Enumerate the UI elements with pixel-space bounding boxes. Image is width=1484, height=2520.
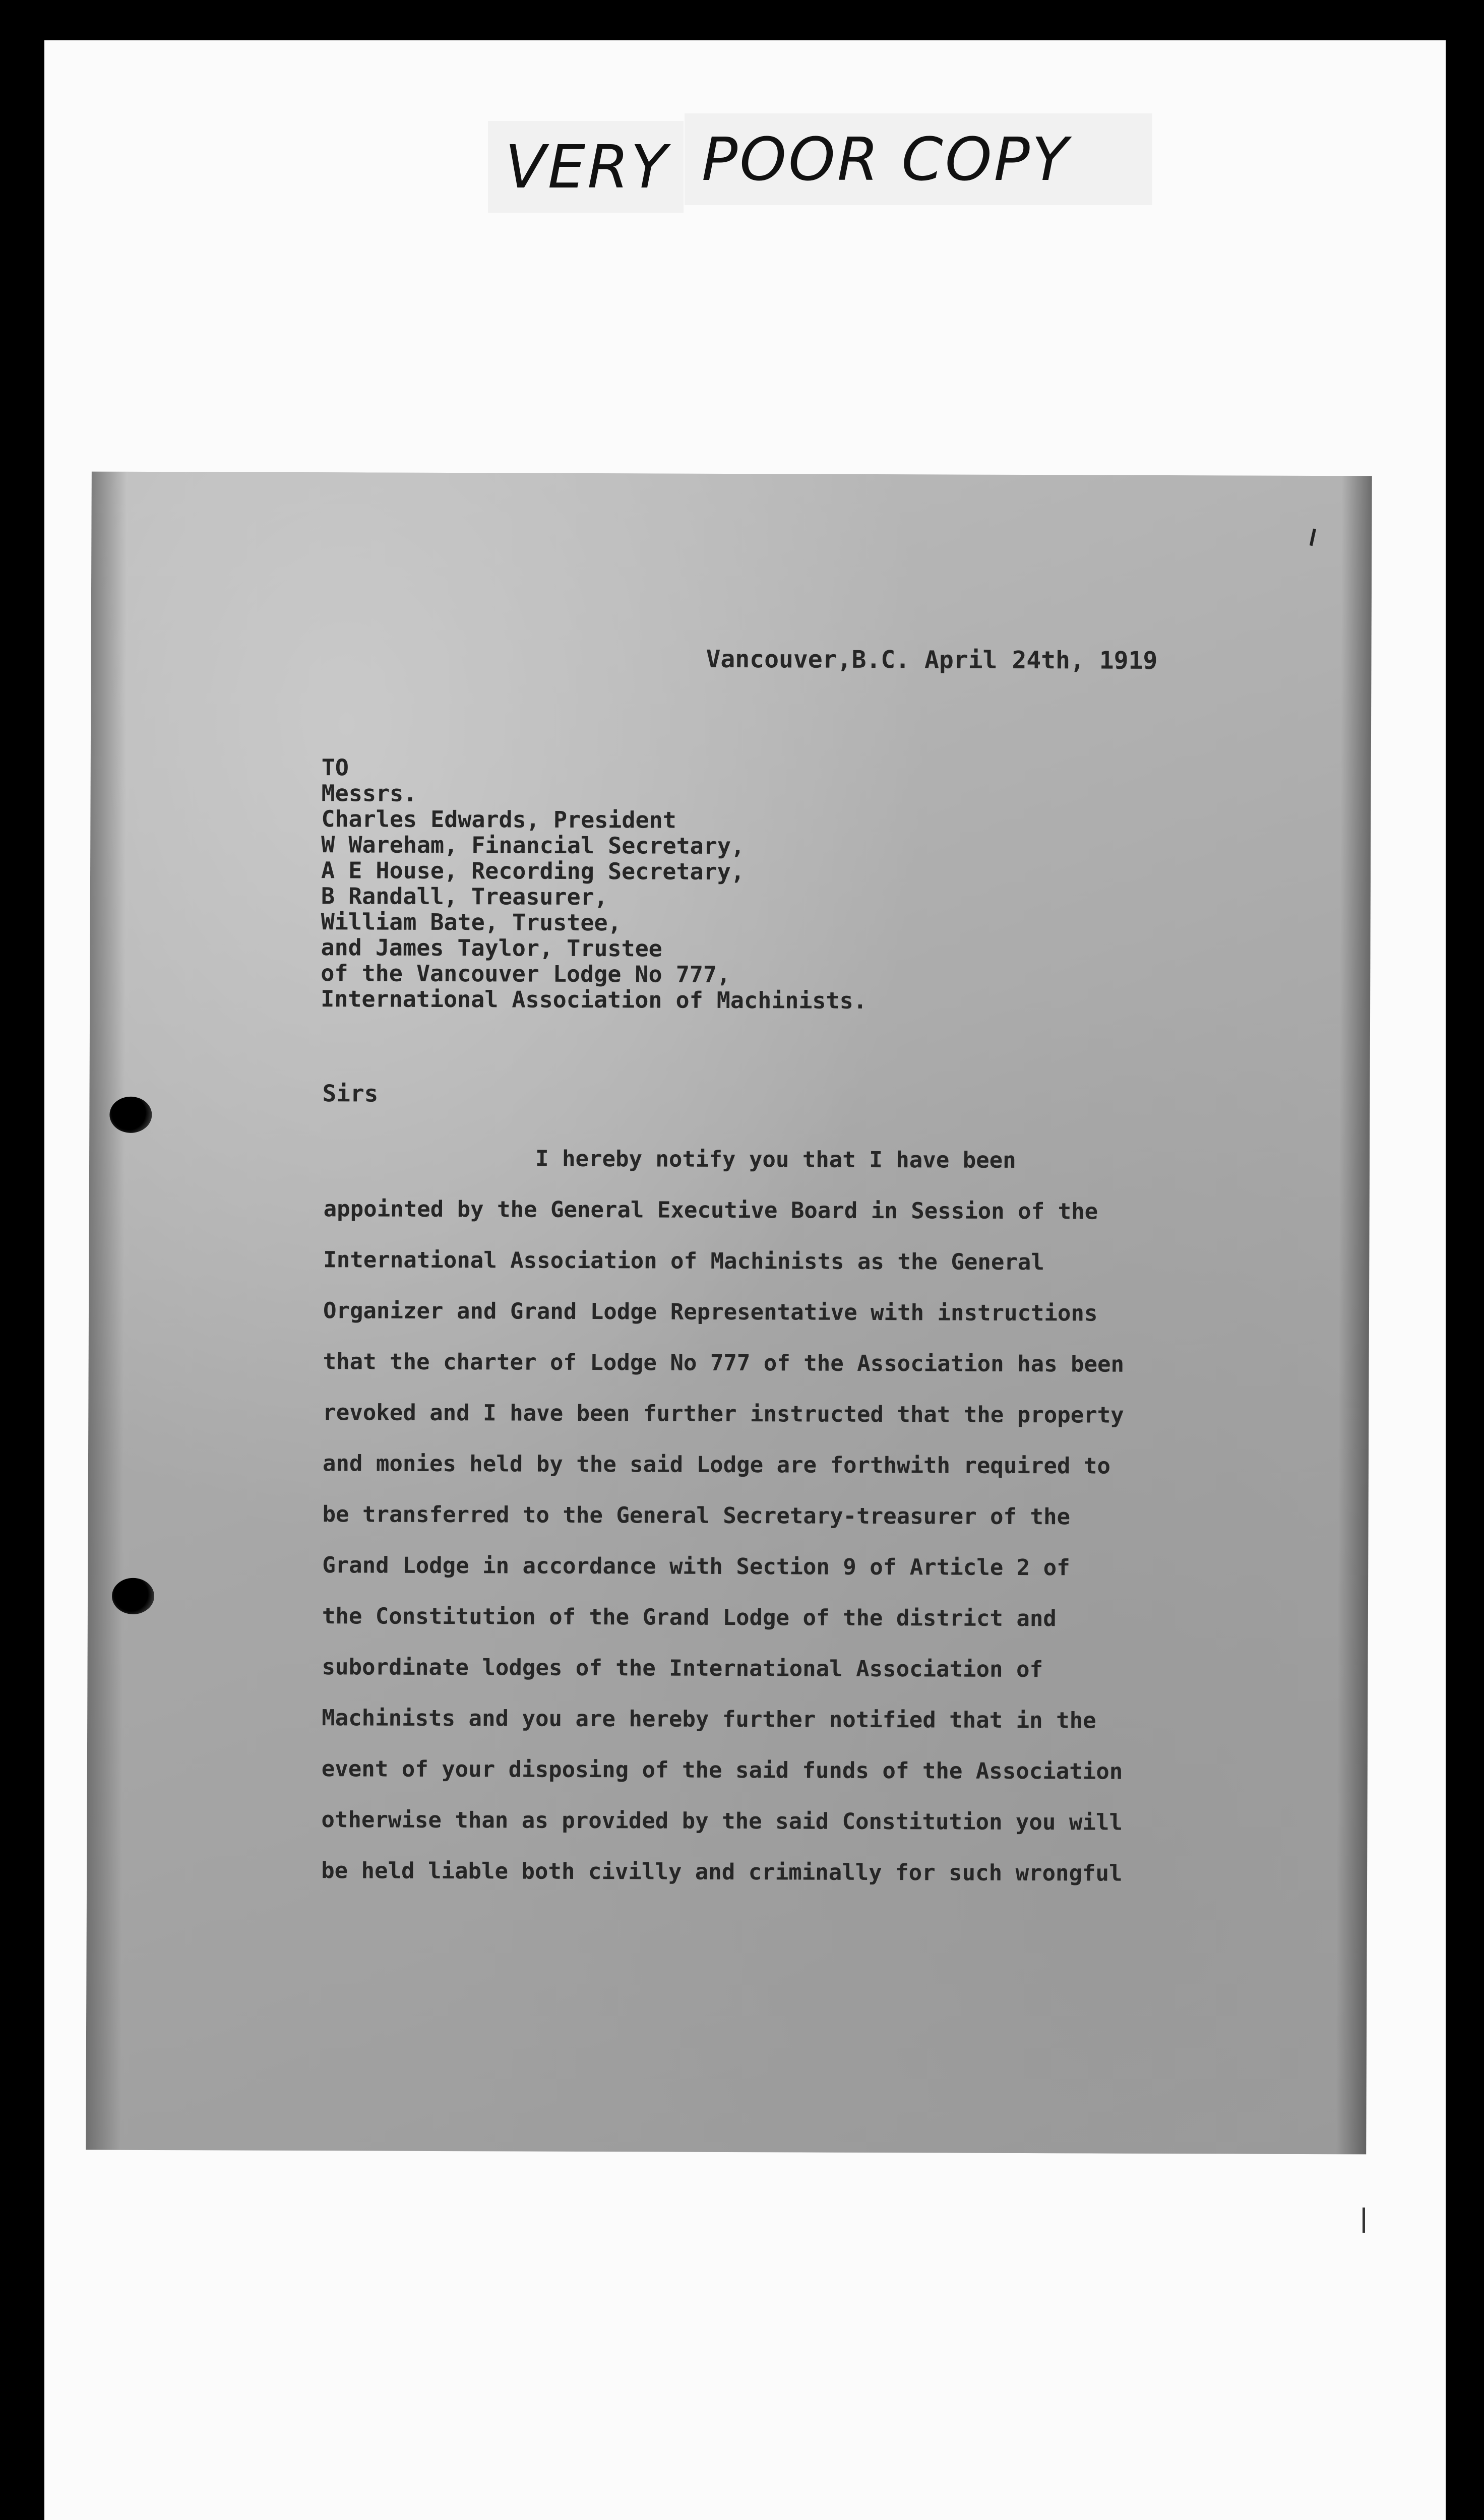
letter-photograph — [86, 472, 1372, 2155]
body-line: I hereby notify you that I have been — [535, 1146, 1016, 1173]
stray-mark — [1363, 2208, 1365, 2233]
address-line: Charles Edwards, President — [321, 805, 676, 834]
body-line: event of your disposing of the said funds of the Association — [321, 1756, 1123, 1785]
body-line: otherwise than as provided by the said Constitution you will — [321, 1807, 1123, 1836]
body-line: be held liable both civilly and criminally for such wrongful — [321, 1858, 1123, 1886]
address-line: of the Vancouver Lodge No 777, — [321, 960, 731, 988]
address-line: and James Taylor, Trustee — [321, 934, 662, 962]
letter-address-block — [321, 754, 868, 1014]
handwritten-note-very: VERY — [488, 121, 684, 213]
body-line: Machinists and you are hereby further notified that in the — [322, 1705, 1096, 1734]
body-line: Organizer and Grand Lodge Representative with instructions — [323, 1298, 1098, 1327]
typed-letter — [86, 472, 1372, 2155]
punch-hole — [109, 1097, 152, 1133]
address-line: A E House, Recording Secretary, — [321, 857, 745, 886]
punch-hole — [112, 1578, 154, 1614]
body-line: be transferred to the General Secretary-treasurer of the — [322, 1501, 1071, 1530]
body-line: the Constitution of the Grand Lodge of the district and — [322, 1603, 1057, 1632]
handwritten-note-poor-copy: POOR COPY — [685, 113, 1152, 205]
address-line: TO — [321, 754, 349, 781]
body-line: International Association of Machinists as the General — [323, 1247, 1044, 1276]
body-line: and monies held by the said Lodge are forthwith required to — [322, 1451, 1110, 1479]
body-line: appointed by the General Executive Board in Session of the — [323, 1196, 1098, 1225]
body-line: subordinate lodges of the International Association of — [322, 1654, 1043, 1683]
address-line: Messrs. — [321, 780, 417, 807]
address-line: W Wareham, Financial Secretary, — [321, 831, 745, 860]
letter-dateline: Vancouver,B.C. April 24th, 1919 — [706, 645, 1158, 675]
letter-body — [321, 1132, 1291, 1900]
microfilm-frame — [44, 40, 1446, 2520]
body-line: revoked and I have been further instructed that the property — [323, 1400, 1124, 1428]
address-line: International Association of Machinists. — [321, 985, 867, 1014]
address-line: B Randall, Treasurer, — [321, 883, 608, 911]
letter-salutation: Sirs — [322, 1080, 379, 1107]
body-line: that the charter of Lodge No 777 of the Association has been — [323, 1349, 1125, 1377]
address-line: William Bate, Trustee, — [321, 908, 622, 936]
body-line: Grand Lodge in accordance with Section 9 of Article 2 of — [322, 1552, 1070, 1581]
